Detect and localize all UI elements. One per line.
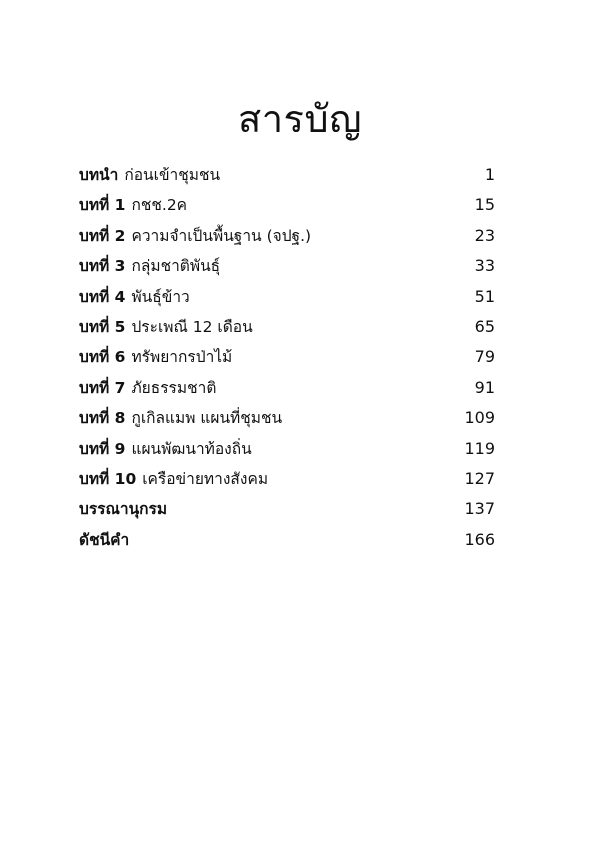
toc-chapter-label: บทที่ 9 <box>79 439 126 458</box>
toc-chapter-label: บทที่ 8 <box>79 409 126 428</box>
toc-chapter-label: บทที่ 10 <box>79 469 137 488</box>
toc-chapter-title: แผนพัฒนาท้องถิ่น <box>131 439 252 458</box>
toc-entry-chapter-9[interactable] <box>79 434 495 464</box>
toc-chapter-title: เครือข่ายทางสังคม <box>142 469 269 488</box>
toc-chapter-label: บทที่ 1 <box>79 196 126 215</box>
toc-entry-chapter-10[interactable] <box>79 464 495 494</box>
toc-chapter-label: บทนำ <box>79 166 119 184</box>
toc-chapter-title: กลุ่มชาติพันธุ์ <box>131 257 221 276</box>
toc-page-number: 65 <box>474 316 495 336</box>
toc-entry-chapter-7[interactable] <box>79 373 495 403</box>
toc-entry-chapter-5[interactable] <box>79 312 495 342</box>
toc-chapter-label: บทที่ 5 <box>79 317 126 336</box>
table-of-contents <box>79 160 495 555</box>
toc-chapter-label: บรรณานุกรม <box>79 500 168 519</box>
toc-page-number: 51 <box>474 286 495 306</box>
toc-page-number: 79 <box>474 347 495 367</box>
toc-page-number: 137 <box>464 499 495 519</box>
toc-chapter-title: ทรัพยากรป่าไม้ <box>131 348 233 367</box>
toc-entry-chapter-3[interactable] <box>79 251 495 281</box>
toc-entry-chapter-6[interactable] <box>79 342 495 372</box>
toc-entry-chapter-2[interactable] <box>79 221 495 251</box>
toc-page-number: 119 <box>464 438 495 458</box>
toc-page-number: 166 <box>464 529 495 549</box>
toc-chapter-label: บทที่ 7 <box>79 378 126 397</box>
toc-page-number: 109 <box>464 408 495 428</box>
toc-entry-intro[interactable] <box>79 160 495 190</box>
toc-entry-bibliography[interactable] <box>79 494 495 524</box>
toc-page-number: 91 <box>474 377 495 397</box>
toc-chapter-title: พันธุ์ข้าว <box>131 287 190 306</box>
toc-chapter-title: ก่อนเข้าชุมชน <box>124 166 221 184</box>
toc-entry-chapter-1[interactable] <box>79 190 495 220</box>
toc-chapter-label: บทที่ 6 <box>79 348 126 367</box>
toc-chapter-label: บทที่ 2 <box>79 226 126 245</box>
toc-chapter-title: กูเกิลแมพ แผนที่ชุมชน <box>131 409 283 428</box>
toc-chapter-title: ภัยธรรมชาติ <box>131 378 217 397</box>
toc-chapter-title: ประเพณี 12 เดือน <box>131 317 253 336</box>
toc-chapter-label: บทที่ 4 <box>79 287 126 306</box>
toc-page-number: 33 <box>474 256 495 276</box>
page-title: สารบัญ <box>238 97 362 141</box>
toc-chapter-label: ดัชนีคำ <box>79 530 130 549</box>
toc-page-number: 23 <box>474 225 495 245</box>
toc-page-number: 1 <box>484 165 495 184</box>
toc-entry-index[interactable] <box>79 525 495 555</box>
toc-chapter-title: กชช.2ค <box>131 196 188 215</box>
toc-entry-chapter-8[interactable] <box>79 403 495 433</box>
toc-page-number: 127 <box>464 468 495 488</box>
toc-chapter-label: บทที่ 3 <box>79 257 126 276</box>
toc-page-number: 15 <box>474 195 495 215</box>
toc-chapter-title: ความจำเป็นพื้นฐาน (จปฐ.) <box>131 226 312 245</box>
toc-entry-chapter-4[interactable] <box>79 282 495 312</box>
